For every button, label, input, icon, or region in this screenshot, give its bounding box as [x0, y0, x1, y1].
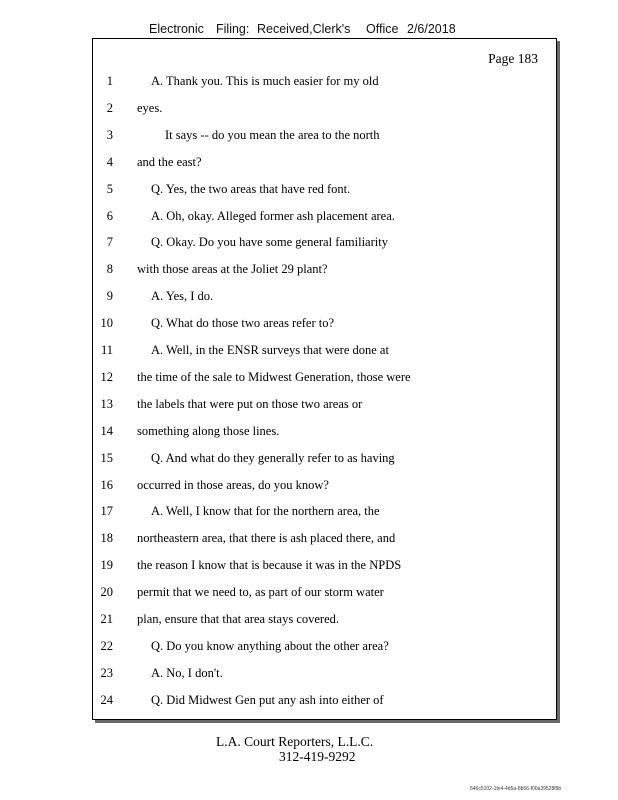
header-received: Received,Clerk's: [257, 22, 351, 36]
line-text: something along those lines.: [137, 423, 280, 438]
transcript-line: [93, 424, 556, 444]
line-number: 8: [106, 262, 113, 277]
header-filing: Filing:: [216, 22, 250, 36]
line-number: 5: [106, 181, 113, 196]
line-text: A. No, I don't.: [151, 665, 223, 680]
transcript-line: [93, 558, 556, 578]
line-text: with those areas at the Joliet 29 plant?: [137, 262, 328, 277]
filing-stamp-header: [0, 22, 618, 38]
line-text: the labels that were put on those two areas or: [137, 396, 363, 411]
line-number: 1: [106, 74, 113, 88]
line-text: Q. What do those two areas refer to?: [151, 316, 335, 331]
line-text: permit that we need to, as part of our storm water: [137, 585, 384, 600]
page-number: Page 183: [488, 51, 538, 66]
transcript-page: [92, 38, 557, 720]
header-electronic: Electronic: [149, 22, 204, 36]
transcript-line: [93, 612, 556, 632]
line-number: 2: [106, 100, 113, 115]
line-number: 21: [100, 612, 113, 626]
transcript-line: [93, 666, 556, 686]
transcript-line: [93, 74, 556, 94]
line-text: Q. Okay. Do you have some general familiarity: [151, 235, 388, 250]
line-number: 11: [100, 343, 113, 357]
line-number: 6: [106, 208, 113, 223]
line-text: northeastern area, that there is ash placed there, and: [137, 531, 396, 546]
line-text: Q. Yes, the two areas that have red font.: [151, 181, 351, 196]
transcript-line: [93, 128, 556, 148]
line-number: 10: [100, 316, 113, 331]
footer-company: L.A. Court Reporters, L.L.C.: [216, 734, 374, 749]
transcript-line: [93, 585, 556, 605]
line-text: A. Well, I know that for the northern area, the: [151, 504, 380, 519]
line-text: Q. Did Midwest Gen put any ash into either of: [151, 692, 384, 707]
line-number: 19: [100, 558, 113, 573]
line-text: Q. And what do they generally refer to as having: [151, 450, 395, 465]
line-number: 3: [106, 127, 113, 142]
transcript-line: [93, 209, 556, 229]
transcript-line: [93, 316, 556, 336]
line-text: the reason I know that is because it was in the NPDS: [137, 558, 402, 573]
line-text: A. Oh, okay. Alleged former ash placement area.: [151, 208, 395, 223]
header-date: 2/6/2018: [407, 22, 456, 36]
line-number: 17: [100, 504, 113, 519]
transcript-line: [93, 101, 556, 121]
line-text: A. Thank you. This is much easier for my old: [151, 74, 379, 88]
transcript-line: [93, 451, 556, 471]
line-number: 14: [100, 423, 113, 438]
transcript-line: [93, 693, 556, 713]
line-number: 22: [100, 638, 113, 653]
header-office: Office: [366, 22, 399, 36]
transcript-line: [93, 478, 556, 498]
line-number: 7: [106, 235, 113, 250]
line-number: 16: [100, 477, 113, 492]
line-text: eyes.: [137, 100, 163, 115]
line-text: occurred in those areas, do you know?: [137, 477, 329, 492]
line-number: 24: [100, 692, 113, 707]
transcript-line: [93, 262, 556, 282]
transcript-line: [93, 504, 556, 524]
document-id: 546c5102-1fe4-4d5a-8b56-f00a39528f9b: [470, 786, 562, 792]
line-number: 9: [106, 289, 113, 304]
line-text: Q. Do you know anything about the other area?: [151, 638, 389, 653]
line-text: A. Yes, I do.: [151, 289, 214, 304]
line-text: plan, ensure that that area stays covered.: [137, 612, 339, 626]
transcript-line: [93, 370, 556, 390]
line-number: 4: [106, 154, 113, 169]
line-number: 23: [100, 665, 113, 680]
line-number: 18: [100, 531, 113, 546]
line-text: and the east?: [137, 154, 202, 169]
line-text: It says -- do you mean the area to the north: [165, 127, 380, 142]
transcript-line: [93, 639, 556, 659]
transcript-line: [93, 155, 556, 175]
line-number: 12: [100, 369, 113, 384]
line-text: the time of the sale to Midwest Generation, those were: [137, 369, 411, 384]
transcript-line: [93, 182, 556, 202]
transcript-line: [93, 531, 556, 551]
line-number: 13: [100, 396, 113, 411]
transcript-line: [93, 397, 556, 417]
transcript-line: [93, 343, 556, 363]
line-number: 15: [100, 450, 113, 465]
footer-phone: 312-419-9292: [279, 749, 356, 764]
transcript-line: [93, 235, 556, 255]
transcript-line: [93, 289, 556, 309]
line-number: 20: [100, 585, 113, 600]
line-text: A. Well, in the ENSR surveys that were done at: [151, 343, 389, 357]
